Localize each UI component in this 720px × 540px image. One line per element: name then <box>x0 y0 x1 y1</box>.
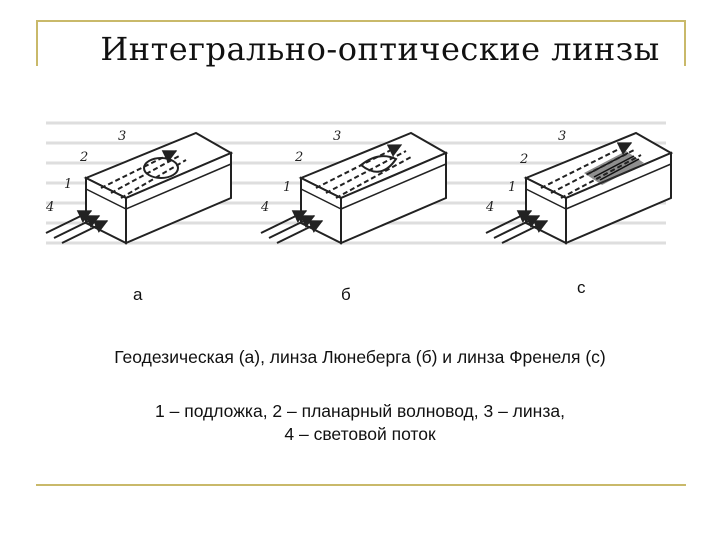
lens-figure <box>36 103 676 263</box>
legend-line-1: 1 – подложка, 2 – планарный волновод, 3 – линза, <box>155 401 565 421</box>
subfigure-label-b: б <box>341 285 351 304</box>
label-3: 3 <box>333 129 342 144</box>
subfigure-label-a: а <box>133 285 143 304</box>
label-1: 1 <box>283 180 292 195</box>
label-2: 2 <box>80 150 89 165</box>
bottom-rule <box>36 484 686 486</box>
label-1: 1 <box>508 180 517 195</box>
label-4: 4 <box>261 200 270 215</box>
top-rule <box>36 20 686 22</box>
legend-line-2: 4 – световой поток <box>284 424 436 444</box>
label-2: 2 <box>295 150 304 165</box>
panel-b-luneburg <box>260 129 446 243</box>
label-3: 3 <box>558 129 567 144</box>
left-rule <box>36 20 38 66</box>
label-4: 4 <box>486 200 495 215</box>
label-4: 4 <box>46 200 55 215</box>
label-2: 2 <box>520 152 529 167</box>
panel-c-fresnel <box>485 129 671 243</box>
panel-a-geodesic <box>45 129 231 243</box>
label-3: 3 <box>118 129 127 144</box>
subfigure-label-c: с <box>577 278 586 297</box>
slide-title: Интегрально-оптические линзы <box>100 30 660 68</box>
figure-caption: Геодезическая (а), линза Люнеберга (б) и линза Френеля (с) <box>114 347 606 367</box>
label-1: 1 <box>64 177 73 192</box>
